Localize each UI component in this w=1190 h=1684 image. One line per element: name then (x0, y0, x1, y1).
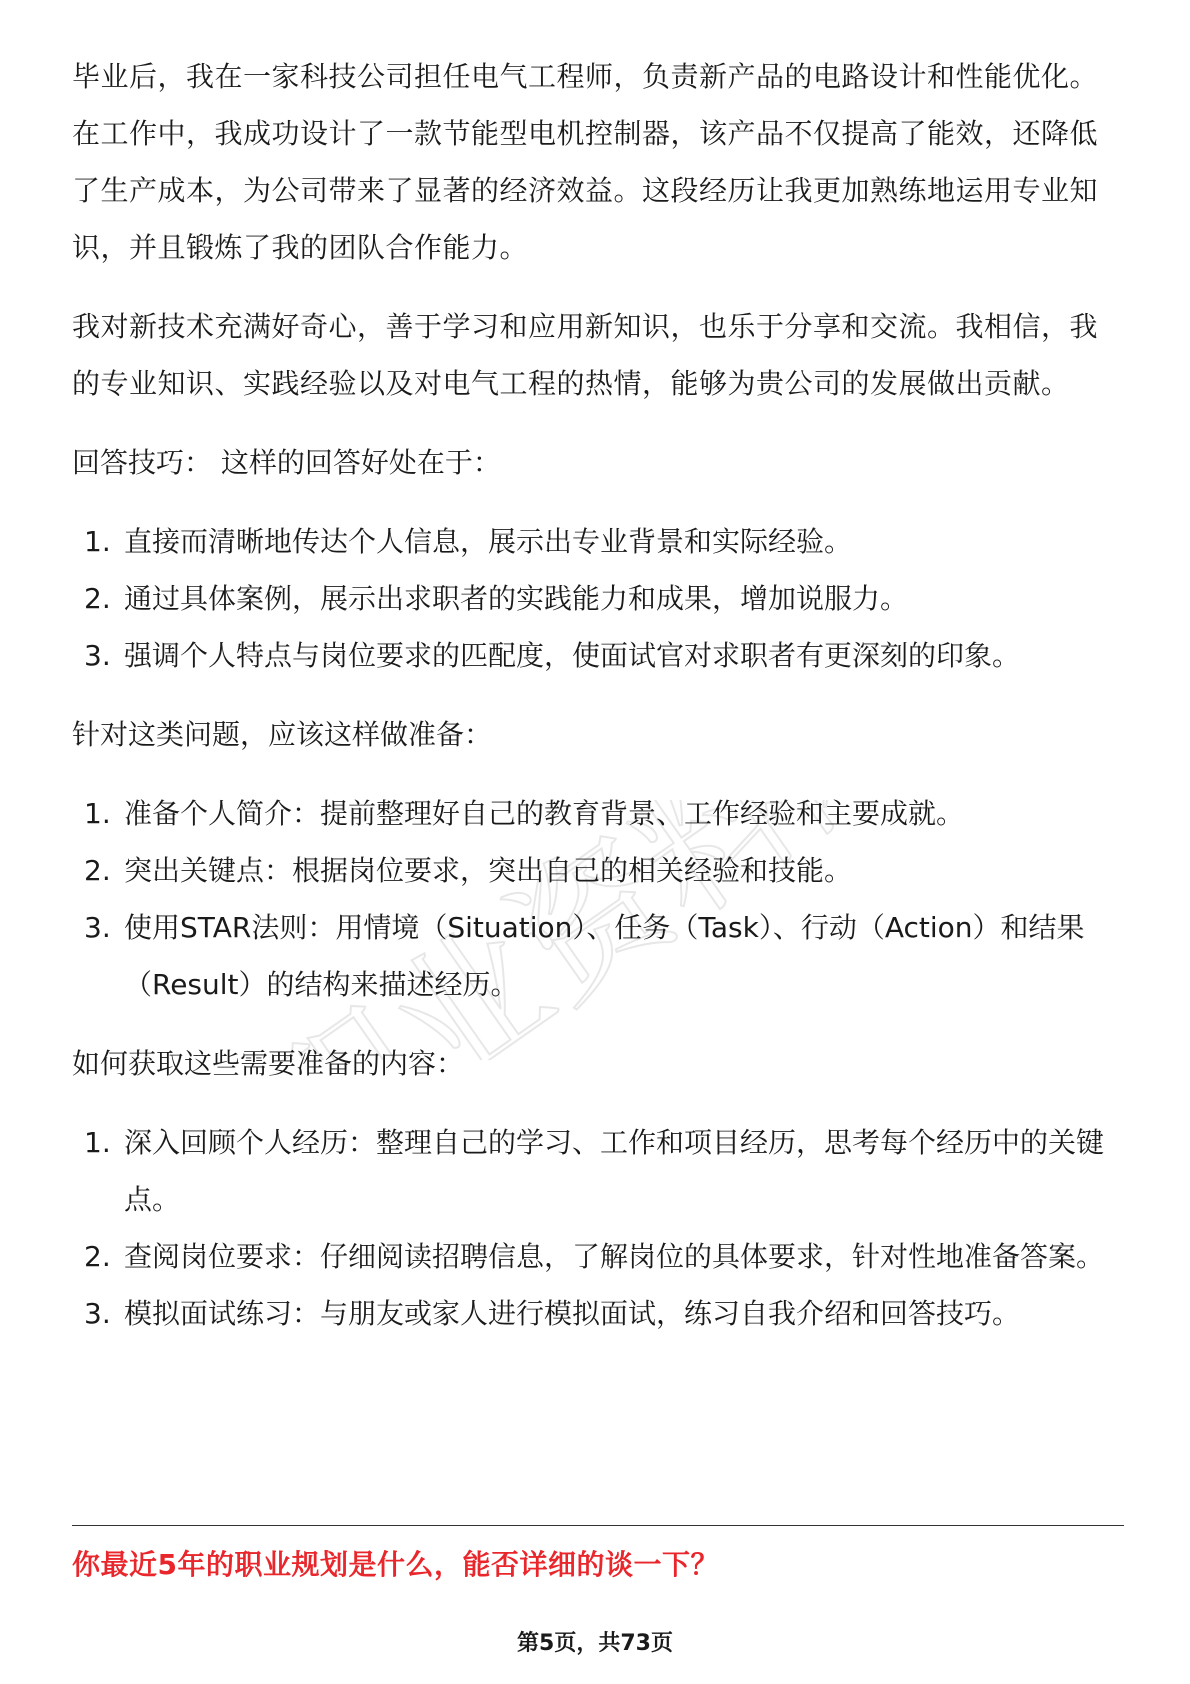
list-number: 2. (84, 582, 111, 615)
list-number: 1. (84, 1126, 111, 1159)
list-item (72, 899, 1124, 1013)
list-text: 直接而清晰地传达个人信息，展示出专业背景和实际经验。 (124, 525, 853, 558)
list-number: 3. (84, 911, 111, 944)
list-item (72, 570, 1124, 627)
tips-label: 回答技巧： 这样的回答好处在于： (72, 446, 501, 479)
list-text: 突出关键点：根据岗位要求，突出自己的相关经验和技能。 (124, 854, 853, 887)
tips-list (72, 513, 1124, 684)
next-question-heading: 你最近5年的职业规划是什么，能否详细的谈一下？ (72, 1548, 719, 1581)
list-number: 1. (84, 525, 111, 558)
list-text: 查阅岗位要求：仔细阅读招聘信息，了解岗位的具体要求，针对性地准备答案。 (124, 1240, 1105, 1273)
document-body (72, 48, 1124, 1342)
section-divider (72, 1525, 1124, 1526)
list-item (72, 627, 1124, 684)
list-item (72, 842, 1124, 899)
list-text: 模拟面试练习：与朋友或家人进行模拟面试，练习自我介绍和回答技巧。 (124, 1297, 1021, 1330)
list-text: 准备个人简介：提前整理好自己的教育背景、工作经验和主要成就。 (124, 797, 965, 830)
paragraph-curiosity: 我对新技术充满好奇心，善于学习和应用新知识，也乐于分享和交流。我相信，我的专业知识、实践经验以及对电气工程的热情，能够为贵公司的发展做出贡献。 (72, 310, 1099, 400)
acquire-list (72, 1114, 1124, 1342)
acquire-label: 如何获取这些需要准备的内容： (72, 1047, 465, 1080)
list-item (72, 513, 1124, 570)
list-text: 强调个人特点与岗位要求的匹配度，使面试官对求职者有更深刻的印象。 (124, 639, 1021, 672)
page-number: 第5页，共73页 (517, 1631, 673, 1656)
list-text: 深入回顾个人经历：整理自己的学习、工作和项目经历，思考每个经历中的关键点。 (124, 1126, 1105, 1216)
list-number: 1. (84, 797, 111, 830)
list-item (72, 1228, 1124, 1285)
list-item (72, 1285, 1124, 1342)
list-number: 3. (84, 1297, 111, 1330)
paragraph-experience: 毕业后，我在一家科技公司担任电气工程师，负责新产品的电路设计和性能优化。在工作中，我成功设计了一款节能型电机控制器，该产品不仅提高了能效，还降低了生产成本，为公司带来了显著的经济效益。这段经历让我更加熟练地运用专业知识，并且锻炼了我的团队合作能力。 (72, 60, 1099, 264)
list-item (72, 1114, 1124, 1228)
list-number: 2. (84, 1240, 111, 1273)
list-number: 2. (84, 854, 111, 887)
list-text: 通过具体案例，展示出求职者的实践能力和成果，增加说服力。 (124, 582, 909, 615)
preparation-list (72, 785, 1124, 1013)
preparation-label: 针对这类问题，应该这样做准备： (72, 718, 493, 751)
list-number: 3. (84, 639, 111, 672)
list-item (72, 785, 1124, 842)
list-text: 使用STAR法则：用情境（Situation）、任务（Task）、行动（Action）和结果（Result）的结构来描述经历。 (124, 911, 1085, 1001)
